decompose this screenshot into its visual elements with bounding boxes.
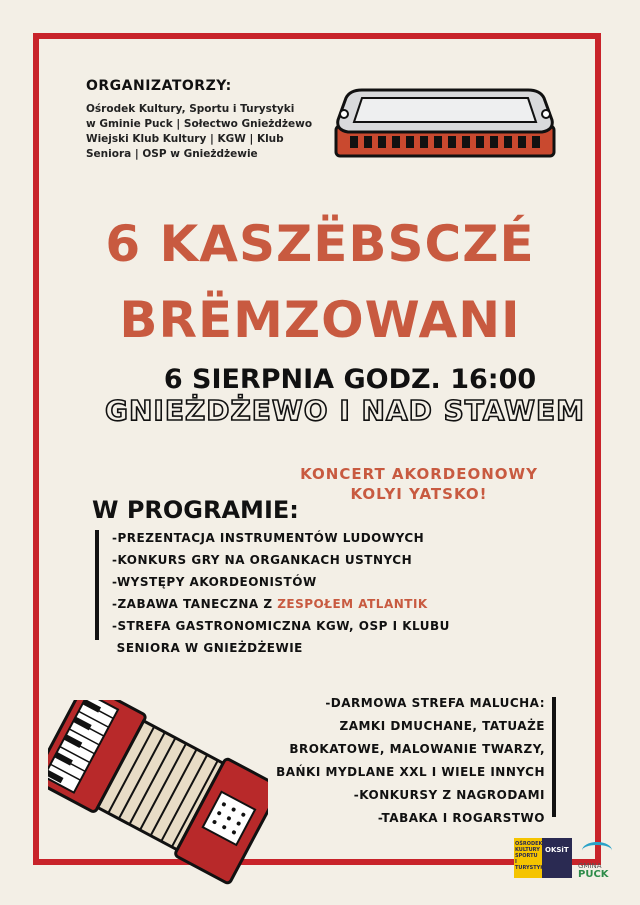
program-item: -KONKURS GRY NA ORGANKACH USTNYCH xyxy=(112,553,413,567)
program-item: -WYSTĘPY AKORDEONISTÓW xyxy=(112,575,317,589)
wave-icon xyxy=(582,842,612,859)
event-date: 6 SIERPNIA GODZ. 16:00 xyxy=(163,364,537,395)
program-heading: W PROGRAMIE: xyxy=(92,496,299,524)
accordion-icon xyxy=(48,700,268,885)
dance-band: ZESPOŁEM ATLANTIK xyxy=(277,597,428,611)
organizers-line: Ośrodek Kultury, Sportu i Turystyki xyxy=(86,103,295,115)
program-item: SENIORA W GNIEŻDŻEWIE xyxy=(112,641,303,655)
dance-prefix: -ZABAWA TANECZNA Z xyxy=(112,597,278,611)
program-item-dance xyxy=(112,596,450,618)
organizers-line: Seniora | OSP w Gnieżdżewie xyxy=(86,148,258,160)
program-list xyxy=(112,530,450,662)
gmina-puck-logo: GMINA PUCK xyxy=(578,838,618,880)
event-title-line2: BRËMZOWANI xyxy=(119,291,521,349)
concert-note xyxy=(278,464,560,504)
organizers-line: w Gminie Puck | Sołectwo Gnieżdżewo xyxy=(86,118,313,130)
organizers-heading: ORGANIZATORZY: xyxy=(86,78,232,94)
kids-divider xyxy=(552,697,556,817)
okstit-logo: OŚRODEK KULTURY SPORTU I TURYSTYKI OKSiT xyxy=(514,838,572,878)
kids-zone-list xyxy=(276,695,545,833)
program-item: -PREZENTACJA INSTRUMENTÓW LUDOWYCH xyxy=(112,531,425,545)
kids-item: -DARMOWA STREFA MALUCHA: xyxy=(325,696,545,710)
organizers-line: Wiejski Klub Kultury | KGW | Klub xyxy=(86,133,284,145)
event-place: GNIEŻDŻEWO I NAD STAWEM xyxy=(104,394,585,427)
kids-item: BAŃKI MYDLANE XXL I WIELE INNYCH xyxy=(276,765,545,779)
program-divider xyxy=(95,530,99,640)
kids-item: BROKATOWE, MALOWANIE TWARZY, xyxy=(289,742,545,756)
organizers-list xyxy=(86,102,326,162)
concert-line: KONCERT AKORDEONOWY xyxy=(300,465,538,483)
event-title-line1: 6 KASZËBSCZÉ xyxy=(105,215,535,273)
kids-item: -TABAKA I ROGARSTWO xyxy=(377,811,545,825)
kids-item: ZAMKI DMUCHANE, TATUAŻE xyxy=(339,719,545,733)
concert-line: KOLYI YATSKO! xyxy=(350,485,488,503)
kids-item: -KONKURSY Z NAGRODAMI xyxy=(353,788,545,802)
harmonica-icon xyxy=(332,86,558,168)
program-item: -STREFA GASTRONOMICZNA KGW, OSP I KLUBU xyxy=(112,619,450,633)
